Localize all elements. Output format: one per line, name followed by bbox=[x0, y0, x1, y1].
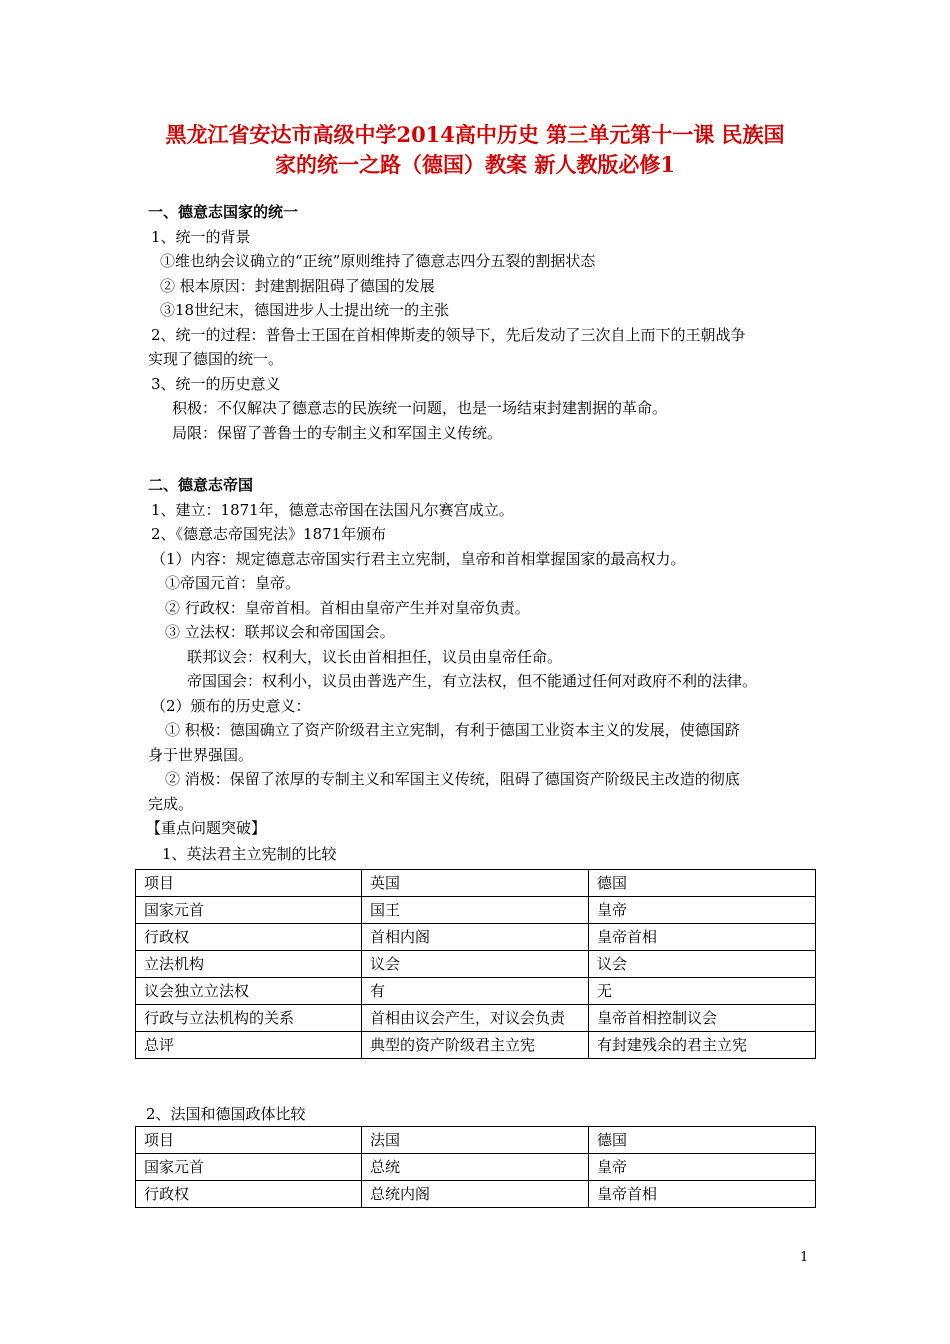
table-cell: 总评 bbox=[136, 1032, 362, 1059]
table-cell: 有封建残余的君主立宪 bbox=[589, 1032, 816, 1059]
document-title bbox=[120, 120, 830, 180]
federal-council-line: 联邦议会：权利大，议长由首相担任，议员由皇帝任命。 bbox=[187, 648, 563, 666]
table-cell: 国家元首 bbox=[136, 1154, 362, 1181]
meaning-negative-line-2: 完成。 bbox=[148, 795, 194, 813]
meaning-positive-line-1: ① 积极：德国确立了资产阶级君主立宪制，有利于德国工业资本主义的发展，使德国跻 bbox=[165, 721, 740, 739]
comparison-table-britain-germany bbox=[135, 869, 816, 1059]
significance-positive: 积极：不仅解决了德意志的民族统一问题，也是一场结束封建割据的革命。 bbox=[172, 399, 668, 417]
significance-limitation: 局限：保留了普鲁士的专制主义和军国主义传统。 bbox=[172, 424, 503, 442]
table-cell: 首相内阁 bbox=[362, 924, 589, 951]
section-2-heading: 二、德意志帝国 bbox=[148, 476, 254, 494]
table-cell: 国家元首 bbox=[136, 897, 362, 924]
table-cell: 皇帝首相 bbox=[589, 1181, 816, 1208]
meaning-heading: （2）颁布的历史意义： bbox=[151, 697, 311, 715]
table-cell: 德国 bbox=[589, 870, 816, 897]
table-row bbox=[136, 924, 816, 951]
table-row bbox=[136, 1127, 816, 1154]
section-1-heading: 一、德意志国家的统一 bbox=[148, 203, 299, 221]
significance-heading: 3、统一的历史意义 bbox=[151, 375, 281, 393]
table-cell: 行政权 bbox=[136, 1181, 362, 1208]
table-cell: 议会 bbox=[362, 951, 589, 978]
page-number: 1 bbox=[800, 1250, 809, 1265]
background-point-1: ①维也纳会议确立的“正统”原则维持了德意志四分五裂的割据状态 bbox=[160, 252, 596, 270]
background-point-3: ③18世纪末，德国进步人士提出统一的主张 bbox=[160, 301, 450, 319]
table-row bbox=[136, 1181, 816, 1208]
table-cell: 无 bbox=[589, 978, 816, 1005]
table-2-caption: 2、法国和德国政体比较 bbox=[146, 1105, 306, 1123]
comparison-table-france-germany bbox=[135, 1126, 816, 1208]
table-cell: 法国 bbox=[362, 1127, 589, 1154]
table-cell: 项目 bbox=[136, 870, 362, 897]
table-cell: 皇帝 bbox=[589, 897, 816, 924]
table-cell: 立法机构 bbox=[136, 951, 362, 978]
content-point-1: ①帝国元首：皇帝。 bbox=[165, 574, 301, 592]
content-point-2: ② 行政权：皇帝首相。首相由皇帝产生并对皇帝负责。 bbox=[165, 599, 530, 617]
table-cell: 国王 bbox=[362, 897, 589, 924]
table-cell: 有 bbox=[362, 978, 589, 1005]
table-row bbox=[136, 897, 816, 924]
content-point-3: ③ 立法权：联邦议会和帝国国会。 bbox=[165, 623, 395, 641]
meaning-positive-line-2: 身于世界强国。 bbox=[148, 746, 254, 764]
background-point-2: ② 根本原因：封建割据阻碍了德国的发展 bbox=[160, 277, 435, 295]
establishment-line: 1、建立：1871年，德意志帝国在法国凡尔赛宫成立。 bbox=[151, 501, 514, 519]
table-cell: 德国 bbox=[589, 1127, 816, 1154]
table-cell: 项目 bbox=[136, 1127, 362, 1154]
process-line-2: 实现了德国的统一。 bbox=[148, 350, 284, 368]
table-cell: 行政与立法机构的关系 bbox=[136, 1005, 362, 1032]
table-1-caption: 1、英法君主立宪制的比较 bbox=[162, 845, 337, 863]
table-cell: 行政权 bbox=[136, 924, 362, 951]
process-line-1: 2、统一的过程：普鲁士王国在首相俾斯麦的领导下，先后发动了三次自上而下的王朝战争 bbox=[151, 326, 746, 344]
table-row bbox=[136, 951, 816, 978]
table-cell: 典型的资产阶级君主立宪 bbox=[362, 1032, 589, 1059]
table-row bbox=[136, 1032, 816, 1059]
table-cell: 皇帝 bbox=[589, 1154, 816, 1181]
table-cell: 总统 bbox=[362, 1154, 589, 1181]
table-cell: 议会 bbox=[589, 951, 816, 978]
reichstag-line: 帝国国会：权利小，议员由普选产生，有立法权，但不能通过任何对政府不利的法律。 bbox=[187, 672, 758, 690]
table-cell: 首相由议会产生，对议会负责 bbox=[362, 1005, 589, 1032]
constitution-content: （1）内容：规定德意志帝国实行君主立宪制，皇帝和首相掌握国家的最高权力。 bbox=[151, 550, 686, 568]
constitution-line: 2、《德意志帝国宪法》1871年颁布 bbox=[151, 525, 387, 543]
table-row bbox=[136, 1154, 816, 1181]
table-row bbox=[136, 1005, 816, 1032]
table-row bbox=[136, 978, 816, 1005]
table-row bbox=[136, 870, 816, 897]
focus-heading: 【重点问题突破】 bbox=[146, 819, 267, 837]
table-cell: 议会独立立法权 bbox=[136, 978, 362, 1005]
table-cell: 总统内阁 bbox=[362, 1181, 589, 1208]
table-cell: 英国 bbox=[362, 870, 589, 897]
title-line-2: 家的统一之路（德国）教案 新人教版必修1 bbox=[275, 152, 675, 177]
table-cell: 皇帝首相控制议会 bbox=[589, 1005, 816, 1032]
background-heading: 1、统一的背景 bbox=[151, 228, 251, 246]
title-line-1: 黑龙江省安达市高级中学2014高中历史 第三单元第十一课 民族国 bbox=[165, 122, 785, 147]
table-cell: 皇帝首相 bbox=[589, 924, 816, 951]
meaning-negative-line-1: ② 消极：保留了浓厚的专制主义和军国主义传统，阻碍了德国资产阶级民主改造的彻底 bbox=[165, 770, 740, 788]
